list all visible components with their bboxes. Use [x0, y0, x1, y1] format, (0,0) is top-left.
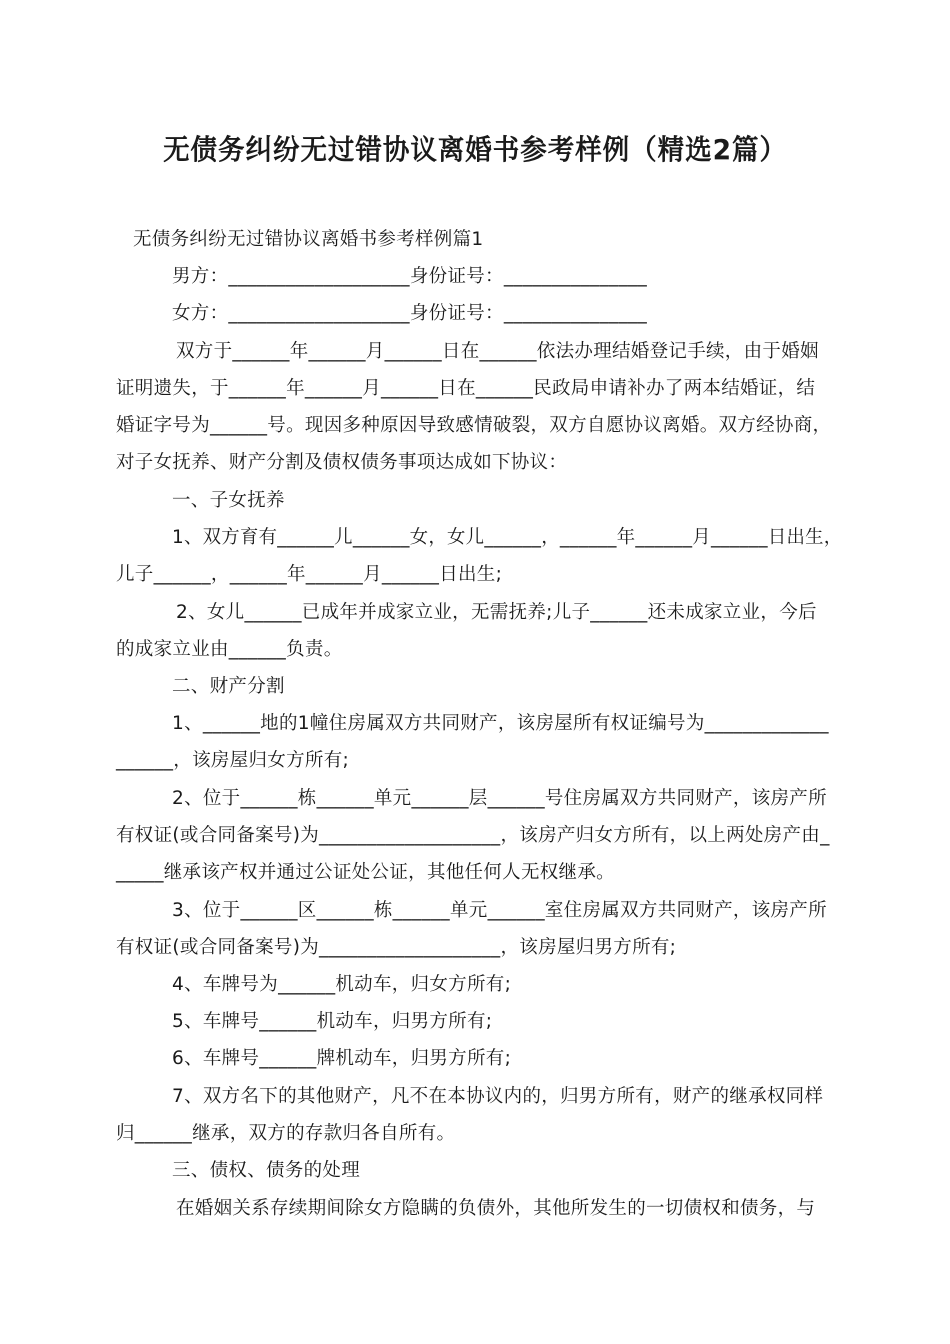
husband-info-line: 男方：___________________身份证号：_______________ [172, 266, 648, 287]
section-heading-children: 一、子女抚养 [172, 490, 285, 511]
paragraph-line: 的成家立业由______负责。 [116, 639, 343, 660]
paragraph-line: 1、双方育有______儿______女，女儿______，______年______月______日出生， [172, 527, 843, 548]
paragraph-line: 5、车牌号______机动车，归男方所有; [172, 1011, 493, 1032]
paragraph-line: 双方于______年______月______日在______依法办理结婚登记手续，由于婚姻 [176, 341, 819, 362]
paragraph-line: 婚证字号为______号。现因多种原因导致感情破裂，双方自愿协议离婚。双方经协商， [116, 415, 832, 436]
document-title: 无债务纠纷无过错协议离婚书参考样例（精选2篇） [163, 133, 787, 166]
paragraph-line: 4、车牌号为______机动车，归女方所有; [172, 974, 512, 995]
paragraph-line: 有权证(或合同备案号)为___________________，该房产归女方所有，以上两处房产由_ [116, 825, 830, 846]
paragraph-line: 2、位于______栋______单元______层______号住房属双方共同财产，该房产所 [172, 788, 827, 809]
section-heading-debts: 三、债权、债务的处理 [172, 1160, 361, 1181]
paragraph-line: 有权证(或合同备案号)为___________________，该房屋归男方所有; [116, 937, 677, 958]
paragraph-line: 归______继承，双方的存款归各自所有。 [116, 1123, 456, 1144]
paragraph-line: 证明遗失，于______年______月______日在______民政局申请补办了两本结婚证，结 [116, 378, 816, 399]
paragraph-line: 7、双方名下的其他财产，凡不在本协议内的，归男方所有，财产的继承权同样 [172, 1086, 824, 1107]
paragraph-line: 6、车牌号______牌机动车，归男方所有; [172, 1048, 512, 1069]
paragraph-line: 2、女儿______已成年并成家立业，无需抚养;儿子______还未成家立业，今后 [176, 602, 817, 623]
paragraph-line: _____继承该产权并通过公证处公证，其他任何人无权继承。 [116, 862, 615, 883]
section-heading-property: 二、财产分割 [172, 676, 285, 697]
paragraph-line: 对子女抚养、财产分割及债权债务事项达成如下协议： [116, 452, 568, 473]
section-heading-article-1: 无债务纠纷无过错协议离婚书参考样例篇1 [133, 229, 484, 250]
paragraph-line: 1、______地的1幢住房属双方共同财产，该房屋所有权证编号为_____________ [172, 713, 829, 734]
paragraph-line: 3、位于______区______栋______单元______室住房属双方共同财产，该房产所 [172, 900, 827, 921]
paragraph-line: ______，该房屋归女方所有; [116, 750, 350, 771]
paragraph-line: 在婚姻关系存续期间除女方隐瞒的负债外，其他所发生的一切债权和债务，与 [176, 1198, 816, 1219]
paragraph-line: 儿子______，______年______月______日出生; [116, 564, 503, 585]
wife-info-line: 女方：___________________身份证号：_______________ [172, 303, 648, 324]
